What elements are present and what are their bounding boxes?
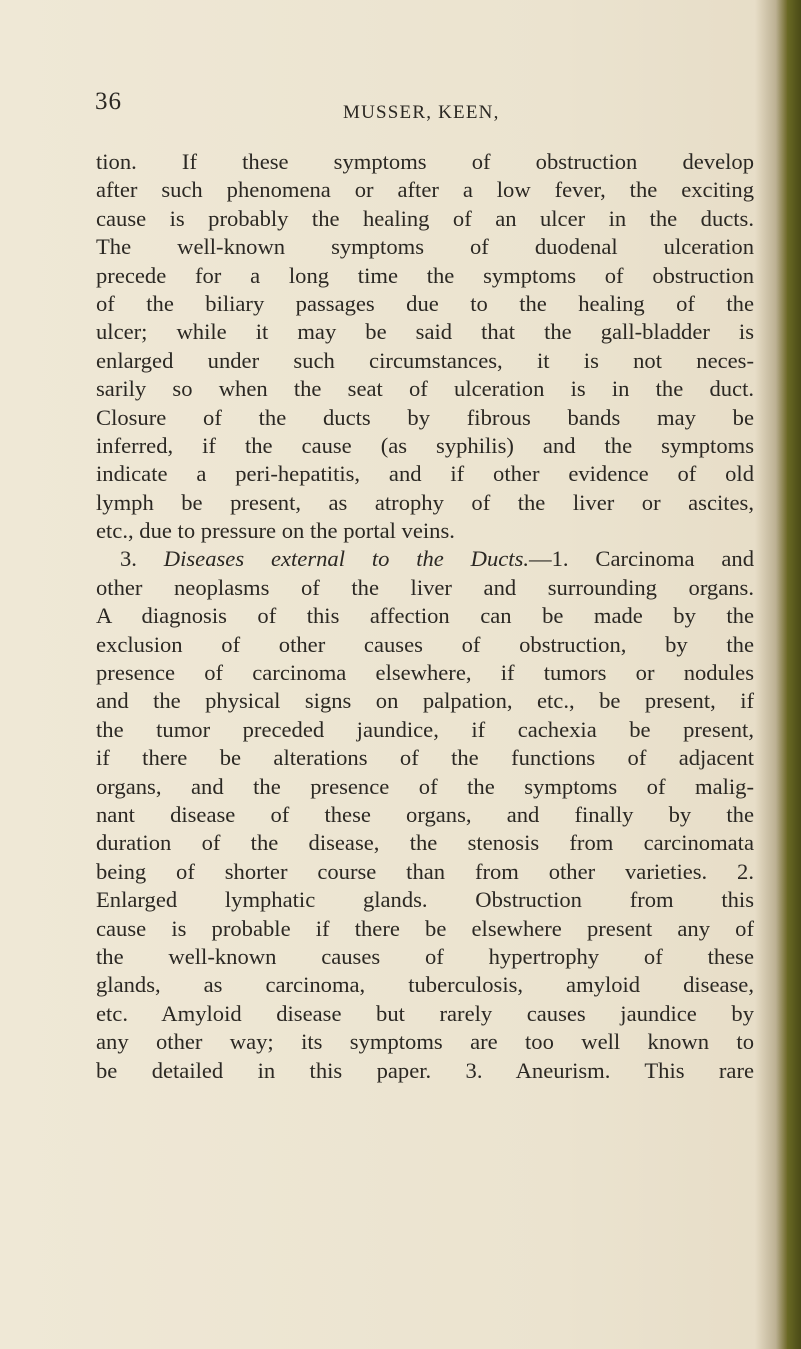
text-line: inferred, if the cause (as syphilis) and the symptoms	[96, 432, 754, 458]
text-line: after such phenomena or after a low fever, the exciting	[96, 177, 754, 203]
text-line: cause is probable if there be elsewhere present any of	[96, 915, 754, 941]
text-line: if there be alterations of the functions of adjacent	[96, 745, 754, 771]
text-line: The well-known symptoms of duodenal ulceration	[96, 234, 754, 260]
text-line: organs, and the presence of the symptoms of malig-	[96, 773, 754, 799]
section-heading-line	[96, 545, 754, 573]
text-line: Enlarged lymphatic glands. Obstruction from this	[96, 887, 754, 913]
text-line: Closure of the ducts by fibrous bands may be	[96, 404, 754, 430]
text-line: A diagnosis of this affection can be made by the	[96, 603, 754, 629]
text-line: of the biliary passages due to the healing of the	[96, 290, 754, 316]
text-line: etc., due to pressure on the portal veins.	[96, 518, 455, 544]
section-heading-rest: —1. Carcinoma and	[529, 546, 754, 572]
running-head: MUSSER, KEEN,	[343, 102, 500, 123]
text-line: the well-known causes of hypertrophy of these	[96, 943, 754, 969]
text-line: glands, as carcinoma, tuberculosis, amyloid disease,	[96, 972, 754, 998]
page-number: 36	[95, 88, 122, 115]
text-line: the tumor preceded jaundice, if cachexia be present,	[96, 716, 754, 742]
text-line: nant disease of these organs, and finally by the	[96, 801, 754, 827]
text-line: duration of the disease, the stenosis from carcinomata	[96, 830, 754, 856]
text-line: being of shorter course than from other varieties. 2.	[96, 858, 754, 884]
text-line: cause is probably the healing of an ulcer in the ducts.	[96, 205, 754, 231]
text-line: tion. If these symptoms of obstruction develop	[96, 149, 754, 174]
text-line: indicate a peri-hepatitis, and if other evidence of old	[96, 461, 754, 487]
section-title: Diseases external to the Ducts.	[163, 546, 530, 572]
page-header	[95, 88, 755, 128]
text-line: be detailed in this paper. 3. Aneurism. This rare	[96, 1057, 754, 1083]
text-line: and the physical signs on palpation, etc., be present, if	[96, 688, 754, 714]
text-line: precede for a long time the symptoms of obstruction	[96, 262, 754, 288]
text-line: ulcer; while it may be said that the gall-bladder is	[96, 319, 754, 345]
text-line: enlarged under such circumstances, it is not neces-	[96, 347, 754, 373]
text-line: sarily so when the seat of ulceration is in the duct.	[96, 376, 754, 402]
body-text	[96, 148, 754, 1085]
section-number: 3.	[120, 546, 137, 572]
text-line: other neoplasms of the liver and surrounding organs.	[96, 574, 754, 600]
text-line: etc. Amyloid disease but rarely causes jaundice by	[96, 1000, 754, 1026]
text-line: any other way; its symptoms are too well known to	[96, 1029, 754, 1055]
book-spine-edge	[787, 0, 801, 1349]
text-line: lymph be present, as atrophy of the liver or ascites,	[96, 489, 754, 515]
text-line: presence of carcinoma elsewhere, if tumors or nodules	[96, 660, 754, 686]
text-line: exclusion of other causes of obstruction, by the	[96, 631, 754, 657]
